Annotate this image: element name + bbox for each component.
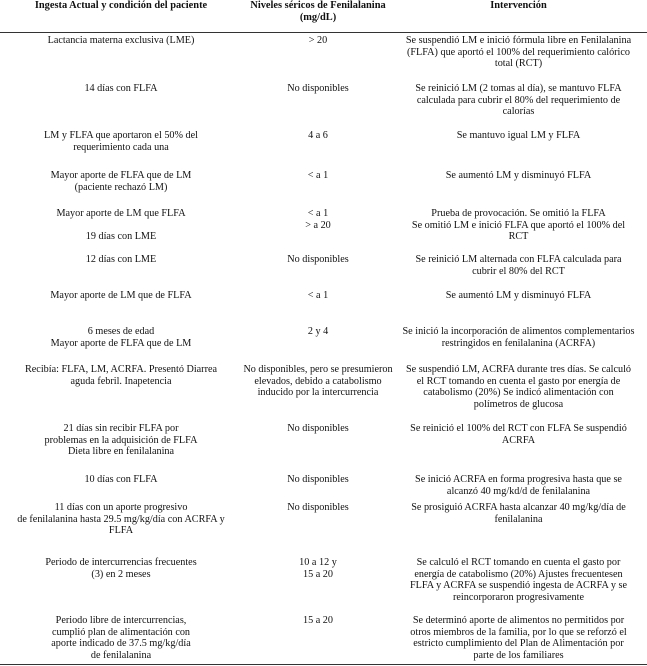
cell-serum-level [238,35,398,47]
cell-line: total (RCT) [494,58,543,70]
cell-line: (paciente rechazó LM) [74,181,168,193]
cell-line: calorías [502,106,535,118]
cell-line: Mayor aporte de FLFA que de LM [50,337,192,349]
cell-serum-level [238,130,398,142]
cell-line: Prueba de provocación. Se omitió la FLFA [431,208,606,219]
cell-line: 19 días con LME [85,231,157,243]
cell-line: 4 a 6 [308,130,328,141]
cell-serum-level [238,83,398,95]
cell-line: Periodo de intercurrencias frecuentes [45,557,197,568]
cell-line: Mayor aporte de LM que FLFA [56,208,186,219]
cell-line: (FLFA) que aportó el 100% del requerimiento calórico [406,46,630,58]
cell-serum-level [238,170,398,182]
cell-intervention [390,208,647,243]
cell-line: Se inició ACRFA en forma progresiva hasta que se [415,474,622,485]
cell-line: Se aumentó LM y disminuyó FLFA [445,290,592,301]
cell-serum-level [238,364,398,399]
cell-intake-condition [0,83,242,95]
cell-serum-level [238,423,398,435]
cell-line: alcanzó 40 mg/kd/d de fenilalanina [446,485,591,497]
cell-line: Se reinició el 100% del RCT con FLFA Se suspendió [410,423,627,434]
cell-line: inducido por la intercurrencia [257,387,379,399]
cell-line: < a 1 [307,170,329,181]
cell-intervention [390,615,647,661]
cell-line: Se suspendió LM, ACRFA durante tres días. Se calculó [405,364,632,375]
cell-line: ACRFA [501,434,536,446]
cell-line: 21 días sin recibir FLFA por [63,423,179,434]
cell-line: aguda febril. Inapetencia [70,375,172,387]
cell-line: Se determinó aporte de alimentos no permitidos por [412,615,625,626]
cell-serum-level [238,557,398,580]
cell-serum-level [238,208,398,231]
cell-line: 2 y 4 [307,326,329,337]
cell-line: Se reinició LM alternada con FLFA calculada para [415,254,622,265]
cell-intake-condition [0,423,242,458]
cell-line: 10 días con FLFA [84,474,158,485]
cell-intervention [390,130,647,142]
cell-intervention [390,423,647,446]
cell-line: estricto cumplimiento del Plan de Alimentación por [413,638,624,650]
cell-line: Se calculó el RCT tomando en cuenta el gasto por [416,557,621,568]
header-intervention: Intervención [490,0,547,11]
cell-line: Dieta libre en fenilalanina [67,446,175,458]
cell-line: Mayor aporte de LM que de FLFA [50,290,192,301]
cell-line: RCT [508,231,529,243]
cell-serum-level [238,615,398,627]
cell-intervention [390,557,647,603]
cell-line: catabolismo (20%) Se indicó alimentación con [423,387,614,399]
cell-line: No disponibles [287,502,349,513]
cell-intervention [390,83,647,118]
cell-intake-condition [0,254,242,266]
cell-line: cumplió plan de alimentación con [51,626,191,638]
cell-intake-condition [0,130,242,153]
cell-line: fenilalanina [494,513,543,525]
cell-line: Se reinició LM (2 tomas al día), se mantuvo FLFA [415,83,622,94]
cell-serum-level [238,290,398,302]
cell-line: cubrir el 80% del RCT [472,265,565,277]
header-intake-condition: Ingesta Actual y condición del paciente [34,0,208,11]
cell-line: No disponibles [287,254,349,265]
cell-intervention [390,170,647,182]
cell-line: Mayor aporte de FLFA que de LM [50,170,192,181]
cell-serum-level [238,474,398,486]
header-serum-levels: Niveles séricos de Fenilalanina (mg/dL) [250,0,386,23]
cell-line: 14 días con FLFA [84,83,158,94]
cell-line: FLFA [108,525,134,537]
cell-line: (3) en 2 meses [91,568,151,580]
cell-line: Se omitió LM e inició FLFA que aportó el 100% del [411,219,626,231]
cell-line: 6 meses de edad [87,326,155,337]
cell-line: Recibía: FLFA, LM, ACRFA. Presentó Diarrea [24,364,218,375]
cell-line: requerimiento cada una [73,141,169,153]
cell-intervention [390,290,647,302]
cell-line: > a 20 [305,219,331,231]
cell-line: parte de los familiares [473,649,564,661]
cell-line: Se suspendió LM e inició fórmula libre en Fenilalanina [405,35,632,46]
cell-line: problemas en la adquisición de FLFA [44,434,198,446]
cell-line: Se mantuvo igual LM y FLFA [456,130,581,141]
cell-line: calculada para cubrir el 80% del requerimiento de [416,94,621,106]
cell-line: 15 a 20 [303,568,333,580]
cell-intake-condition [0,170,242,193]
cell-serum-level [238,254,398,266]
cell-line: 10 a 12 y [299,557,337,568]
cell-line: polímetros de glucosa [473,398,564,410]
cell-line: No disponibles [287,83,349,94]
cell-serum-level [238,326,398,338]
cell-line: 12 días con LME [85,254,157,265]
cell-line: No disponibles [287,474,349,485]
cell-intervention [390,364,647,410]
cell-line: LM y FLFA que aportaron el 50% del [43,130,198,141]
cell-intake-condition [0,208,242,243]
bottom-rule [0,664,647,665]
cell-line: de fenilalanina hasta 29.5 mg/kg/día con ACRFA y [17,513,225,525]
cell-intervention [390,326,647,349]
cell-intake-condition [0,474,242,486]
cell-line: Lactancia materna exclusiva (LME) [47,35,195,46]
cell-intake-condition [0,615,242,661]
cell-intake-condition [0,35,242,47]
cell-line: elevados, debido a catabolismo [254,375,382,387]
cell-line: Se aumentó LM y disminuyó FLFA [445,170,592,181]
cell-intake-condition [0,290,242,302]
cell-line: de fenilalanina [90,649,152,661]
cell-intervention [390,35,647,70]
cell-line: energía de catabolismo (20%) Ajustes frecuentesen [414,568,623,580]
cell-line: Se inició la incorporación de alimentos complementarios [402,326,635,337]
cell-line: Se prosiguió ACRFA hasta alcanzar 40 mg/kg/día de [411,502,626,513]
header-rule [0,32,647,33]
cell-line: < a 1 [307,290,329,301]
cell-intervention [390,502,647,525]
cell-line: reincorporaron progresivamente [453,591,584,603]
cell-line [0,220,242,232]
cell-intake-condition [0,326,242,349]
cell-line: 11 días con un aporte progresivo [54,502,188,513]
cell-line: No disponibles, pero se presumieron [243,364,393,375]
cell-line: > 20 [308,35,328,46]
cell-intervention [390,474,647,497]
cell-intake-condition [0,502,242,537]
cell-line: FLFA y ACRFA se suspendió ingesta de ACRFA y se [409,580,628,592]
cell-line: < a 1 [307,208,329,219]
cell-intake-condition [0,364,242,387]
cell-line: otros miembros de la familia, por lo que se reforzó el [410,626,627,638]
cell-line: 15 a 20 [303,615,333,626]
cell-line: No disponibles [287,423,349,434]
cell-intake-condition [0,557,242,580]
cell-line: el RCT tomando en cuenta el gasto por energía de [416,375,621,387]
cell-intervention [390,254,647,277]
cell-line: restringidos en fenilalanina (ACRFA) [441,337,596,349]
cell-serum-level [238,502,398,514]
cell-line: aporte indicado de 37.5 mg/kg/día [51,638,191,650]
cell-line: Periodo libre de intercurrencias, [55,615,187,626]
